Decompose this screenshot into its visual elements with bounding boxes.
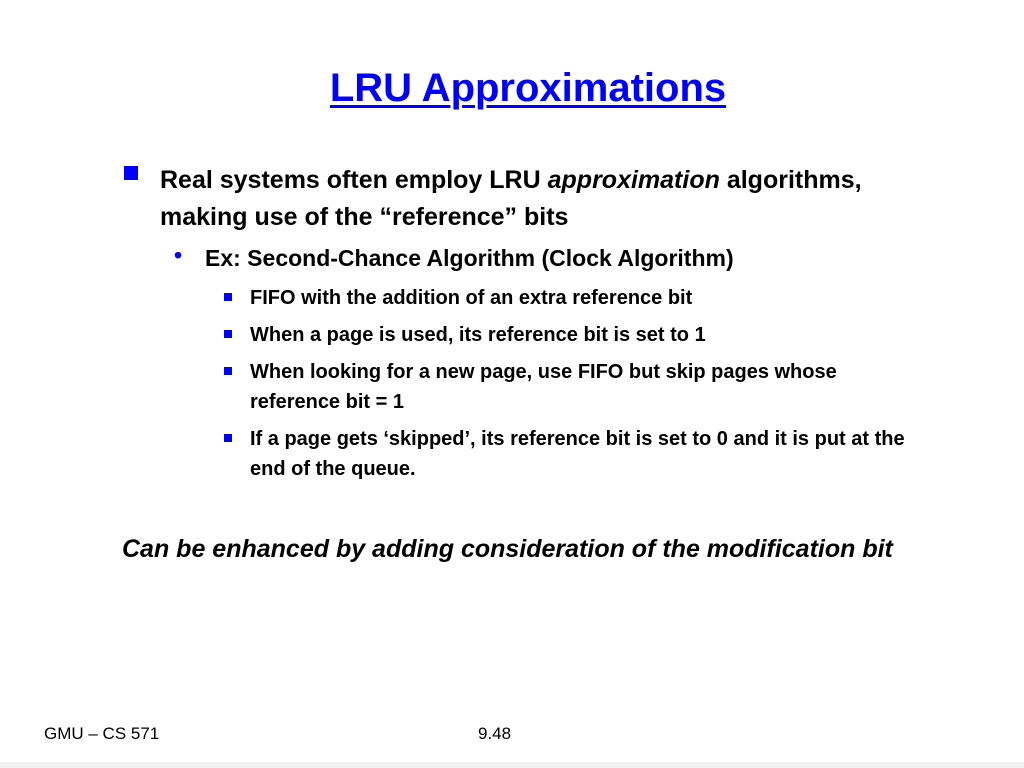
sub-bullet-item	[224, 320, 924, 350]
example-bullet: Ex: Second-Chance Algorithm (Clock Algorithm)	[205, 245, 734, 271]
sub-bullet-text: When looking for a new page, use FIFO but skip pages whose reference bit = 1	[250, 361, 837, 413]
sub-bullet-text: FIFO with the addition of an extra reference bit	[250, 287, 693, 309]
footer-course: GMU – CS 571	[44, 724, 160, 743]
slide-title: LRU Approximations	[329, 66, 727, 110]
sub-bullet-item	[224, 357, 924, 417]
small-square-bullet-icon	[224, 293, 232, 301]
sub-bullet-text: If a page gets ‘skipped’, its reference bit is set to 0 and it is put at the end of the queue.	[250, 428, 905, 480]
small-square-bullet-icon	[224, 434, 232, 442]
main-bullet-text-end: algorithms, making use of the “reference” bits	[160, 166, 862, 231]
footer-page-number: 9.48	[478, 724, 512, 743]
square-bullet-icon	[124, 166, 138, 180]
main-bullet-text-start: Real systems often employ LRU	[160, 166, 548, 194]
bottom-divider	[0, 762, 1024, 768]
main-bullet-italic: approximation	[547, 166, 720, 194]
small-square-bullet-icon	[224, 367, 232, 375]
small-square-bullet-icon	[224, 330, 232, 338]
sub-bullet-text: When a page is used, its reference bit is set to 1	[250, 324, 706, 346]
enhancement-note: Can be enhanced by adding consideration of the modification bit	[122, 535, 893, 563]
sub-bullet-list	[224, 283, 924, 491]
sub-bullet-item	[224, 424, 924, 484]
main-bullet	[160, 162, 920, 236]
dot-bullet-icon: •	[174, 242, 183, 268]
sub-bullet-item	[224, 283, 924, 313]
